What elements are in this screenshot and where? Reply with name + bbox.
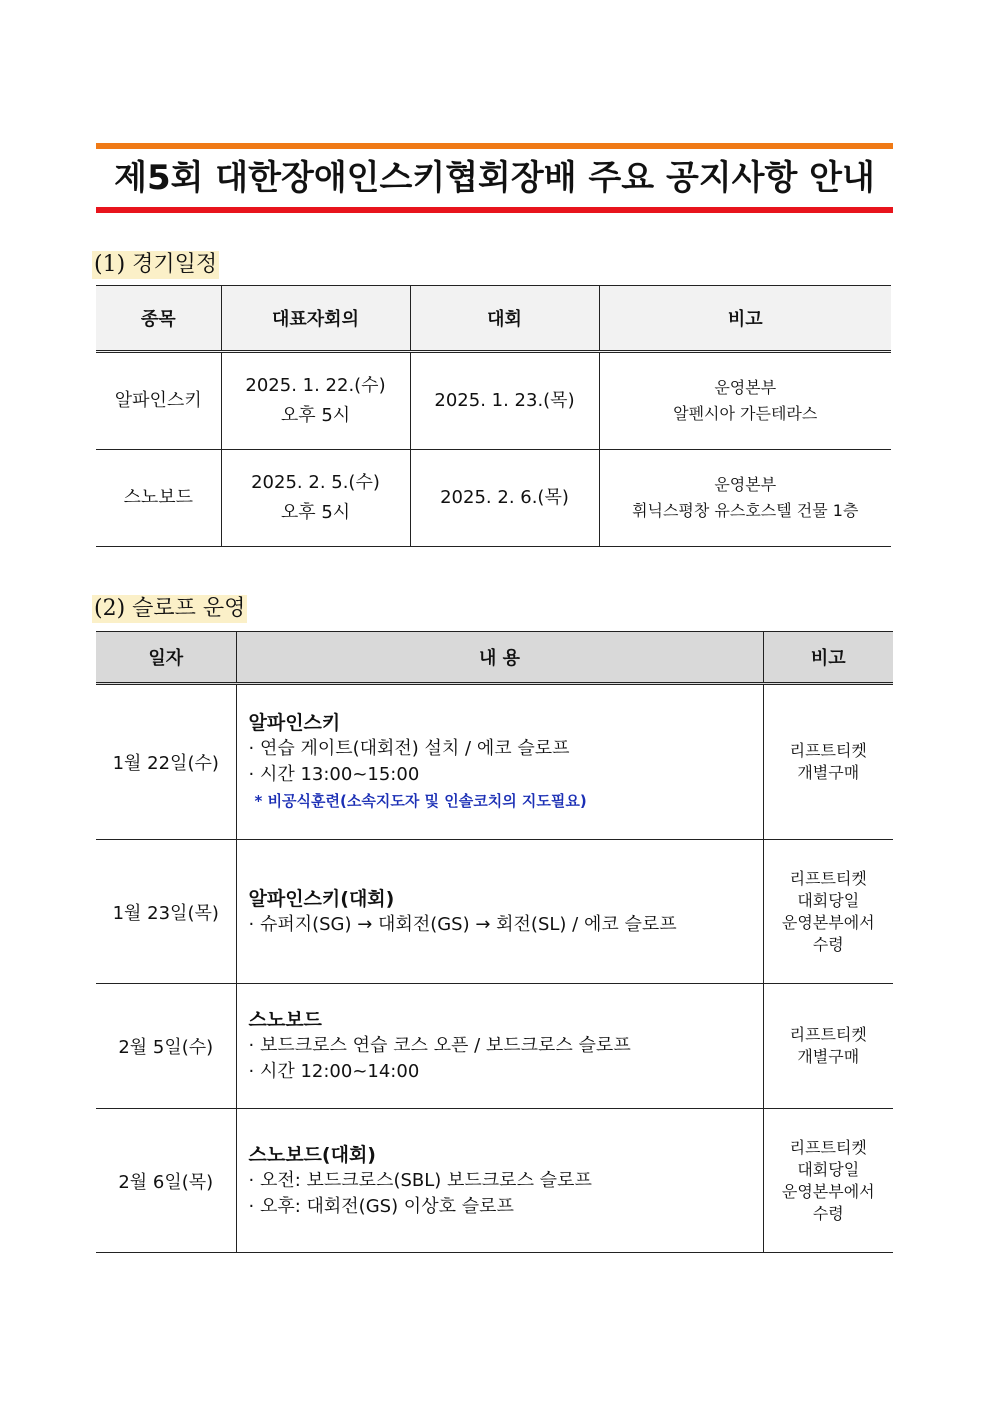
cell-event-date: 2025. 1. 23.(목): [410, 352, 599, 450]
header-meeting: 대표자회의: [221, 286, 410, 352]
table-header-row: [96, 286, 891, 352]
note-line: 휘닉스평창 유스호스텔 건물 1층: [632, 501, 859, 520]
cell-remark: [763, 984, 893, 1109]
meeting-time: 오후 5시: [280, 405, 351, 426]
table-row: [96, 984, 893, 1109]
content-head: 알파인스키(대회): [248, 887, 395, 910]
note-line: 운영본부: [714, 475, 777, 494]
remark-line: 리프트티켓: [789, 1137, 867, 1157]
table-row: [96, 450, 891, 547]
header-note: 비고: [599, 286, 891, 352]
cell-meeting: [221, 352, 410, 450]
header-sport: 종목: [96, 286, 221, 352]
table-header-row: [96, 632, 893, 684]
note-line: 알펜시아 가든테라스: [673, 404, 818, 423]
cell-note: [599, 352, 891, 450]
content-line: · 시간 12:00~14:00: [248, 1061, 420, 1082]
content-head: 스노보드(대회): [248, 1143, 376, 1166]
cell-remark: [763, 1109, 893, 1253]
content-line: · 연습 게이트(대회전) 설치 / 에코 슬로프: [248, 738, 570, 759]
remark-line: 대회당일: [797, 890, 860, 910]
table-row: [96, 684, 893, 840]
cell-date: 1월 22일(수): [96, 684, 236, 840]
table-row: [96, 1109, 893, 1253]
title-bottom-bar: [96, 207, 893, 213]
content-head: 스노보드: [248, 1009, 322, 1031]
cell-sport: 알파인스키: [96, 352, 221, 450]
cell-remark: [763, 840, 893, 984]
cell-remark: [763, 684, 893, 840]
note-line: 운영본부: [714, 378, 777, 397]
remark-line: 리프트티켓: [789, 1025, 867, 1044]
content-line: · 슈퍼지(SG) → 대회전(GS) → 회전(SL) / 에코 슬로프: [248, 913, 677, 935]
slope-table: [96, 631, 893, 1253]
remark-line: 대회당일: [797, 1159, 860, 1179]
cell-content: [236, 840, 763, 984]
cell-date: 1월 23일(목): [96, 840, 236, 984]
remark-line: 운영본부에서: [781, 1181, 875, 1201]
header-remark: 비고: [763, 632, 893, 684]
header-event: 대회: [410, 286, 599, 352]
meeting-date: 2025. 1. 22.(수): [245, 375, 386, 396]
document-title: 제5회 대한장애인스키협회장배 주요 공지사항 안내: [114, 158, 875, 198]
document-title-block: [96, 143, 893, 213]
cell-meeting: [221, 450, 410, 547]
cell-sport: 스노보드: [96, 450, 221, 547]
cell-event-date: 2025. 2. 6.(목): [410, 450, 599, 547]
meeting-time: 오후 5시: [280, 502, 351, 523]
cell-date: 2월 6일(목): [96, 1109, 236, 1253]
content-note: * 비공식훈련(소속지도자 및 인솔코치의 지도필요): [254, 792, 587, 810]
table-row: [96, 840, 893, 984]
meeting-date: 2025. 2. 5.(수): [251, 472, 380, 493]
header-content: 내 용: [236, 632, 763, 684]
remark-line: 운영본부에서: [781, 912, 875, 932]
header-date: 일자: [96, 632, 236, 684]
content-line: · 보드크로스 연습 코스 오픈 / 보드크로스 슬로프: [248, 1035, 631, 1056]
section-heading-slope: (2) 슬로프 운영: [94, 596, 246, 621]
content-head: 알파인스키: [248, 712, 341, 734]
remark-line: 수령: [812, 1203, 844, 1223]
remark-line: 개별구매: [797, 763, 860, 782]
remark-line: 수령: [812, 934, 844, 954]
content-line: · 오전: 보드크로스(SBL) 보드크로스 슬로프: [248, 1169, 592, 1191]
content-line: · 오후: 대회전(GS) 이상호 슬로프: [248, 1195, 514, 1217]
remark-line: 리프트티켓: [789, 868, 867, 888]
cell-note: [599, 450, 891, 547]
cell-date: 2월 5일(수): [96, 984, 236, 1109]
remark-line: 개별구매: [797, 1047, 860, 1066]
remark-line: 리프트티켓: [789, 741, 867, 760]
schedule-table: [96, 285, 891, 547]
table-row: [96, 352, 891, 450]
cell-content: [236, 984, 763, 1109]
section-heading-schedule: (1) 경기일정: [94, 252, 218, 277]
cell-content: [236, 684, 763, 840]
cell-content: [236, 1109, 763, 1253]
content-line: · 시간 13:00~15:00: [248, 764, 420, 785]
